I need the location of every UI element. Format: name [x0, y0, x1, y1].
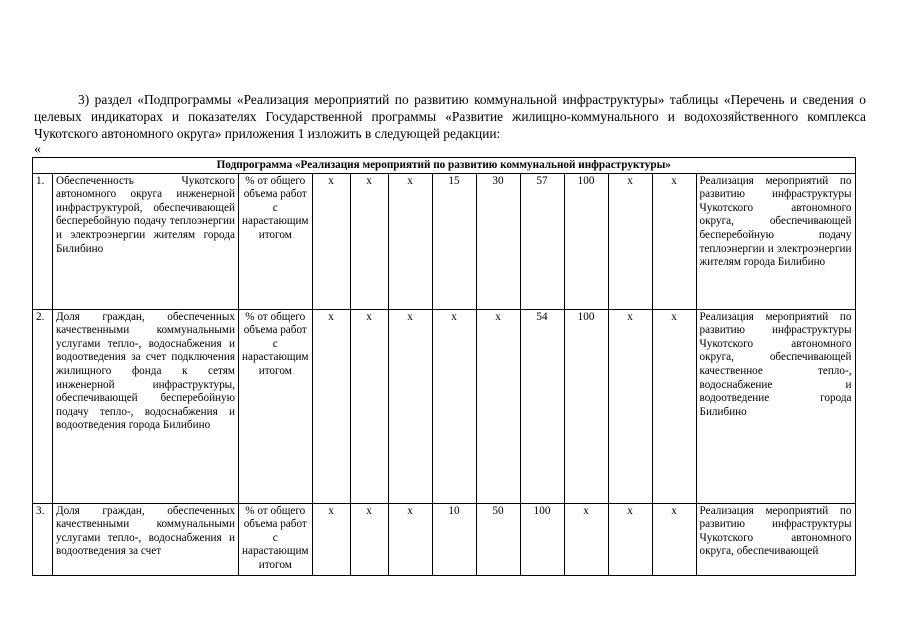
value-cell: 100 — [564, 173, 608, 309]
value-cell: х — [564, 503, 608, 575]
intro-paragraph — [34, 91, 866, 142]
value-cell: х — [350, 173, 388, 309]
value-cell: х — [312, 309, 350, 503]
measure-description: Реализация мероприятий по развитию инфраструктуры Чукотского автономного округа, обеспечивающей бесперебойную подачу теплоэнергии и электроэнергии жителям города Билибино — [696, 173, 855, 309]
value-cell: 100 — [520, 503, 564, 575]
table-row — [33, 309, 856, 503]
intro-text: 3) раздел «Подпрограммы «Реализация мероприятий по развитию коммунальной инфраструктуры» таблицы «Перечень и сведения о целевых индикаторах и показателях Государственной программы «Развитие жилищно-коммунального и водохозяйственного комплекса Чукотского автономного округа» приложения 1 изложить в следующей редакции: — [34, 92, 866, 141]
value-cell: х — [652, 309, 696, 503]
value-cell: х — [476, 309, 520, 503]
measure-description: Реализация мероприятий по развитию инфраструктуры Чукотского автономного округа, обеспечивающей качественное тепло-, водоснабжение и водоотведение города Билибино — [696, 309, 855, 503]
value-cell: х — [350, 309, 388, 503]
indicators-table — [32, 157, 856, 576]
value-cell: х — [652, 173, 696, 309]
unit-of-measure: % от общего объема работ с нарастающим итогом — [239, 173, 313, 309]
value-cell: 15 — [432, 173, 476, 309]
indicator-name: Доля граждан, обеспеченных качественными коммунальными услугами тепло-, водоснабжения и водоотведения за счет — [53, 503, 239, 575]
value-cell: х — [350, 503, 388, 575]
indicator-name: Доля граждан, обеспеченных качественными коммунальными услугами тепло-, водоснабжения и водоотведения за счет подключения жилищного фонда к сетям инженерной инфраструктуры, обеспечивающей бесперебойную подачу тепло-, водоснабжения и водоотведения города Билибино — [53, 309, 239, 503]
opening-quote-mark: « — [34, 142, 41, 157]
value-cell: х — [388, 309, 432, 503]
value-cell: 10 — [432, 503, 476, 575]
value-cell: х — [388, 503, 432, 575]
value-cell: х — [432, 309, 476, 503]
subprogram-header-row — [33, 158, 856, 174]
value-cell: 57 — [520, 173, 564, 309]
value-cell: х — [608, 173, 652, 309]
row-number: 3. — [33, 503, 53, 575]
row-number: 2. — [33, 309, 53, 503]
value-cell: 50 — [476, 503, 520, 575]
unit-of-measure: % от общего объема работ с нарастающим итогом — [239, 503, 313, 575]
value-cell: х — [608, 309, 652, 503]
indicator-name: Обеспеченность Чукотского автономного округа инженерной инфраструктурой, обеспечивающей бесперебойную подачу теплоэнергии и электроэнергии жителям города Билибино — [53, 173, 239, 309]
value-cell: х — [388, 173, 432, 309]
value-cell: 100 — [564, 309, 608, 503]
table-row — [33, 173, 856, 309]
unit-of-measure: % от общего объема работ с нарастающим итогом — [239, 309, 313, 503]
value-cell: 54 — [520, 309, 564, 503]
row-number: 1. — [33, 173, 53, 309]
value-cell: х — [312, 173, 350, 309]
value-cell: х — [608, 503, 652, 575]
value-cell: х — [652, 503, 696, 575]
subprogram-title: Подпрограмма «Реализация мероприятий по развитию коммунальной инфраструктуры» — [33, 158, 856, 174]
measure-description: Реализация мероприятий по развитию инфраструктуры Чукотского автономного округа, обеспечивающей — [696, 503, 855, 575]
value-cell: 30 — [476, 173, 520, 309]
value-cell: х — [312, 503, 350, 575]
table-row — [33, 503, 856, 575]
